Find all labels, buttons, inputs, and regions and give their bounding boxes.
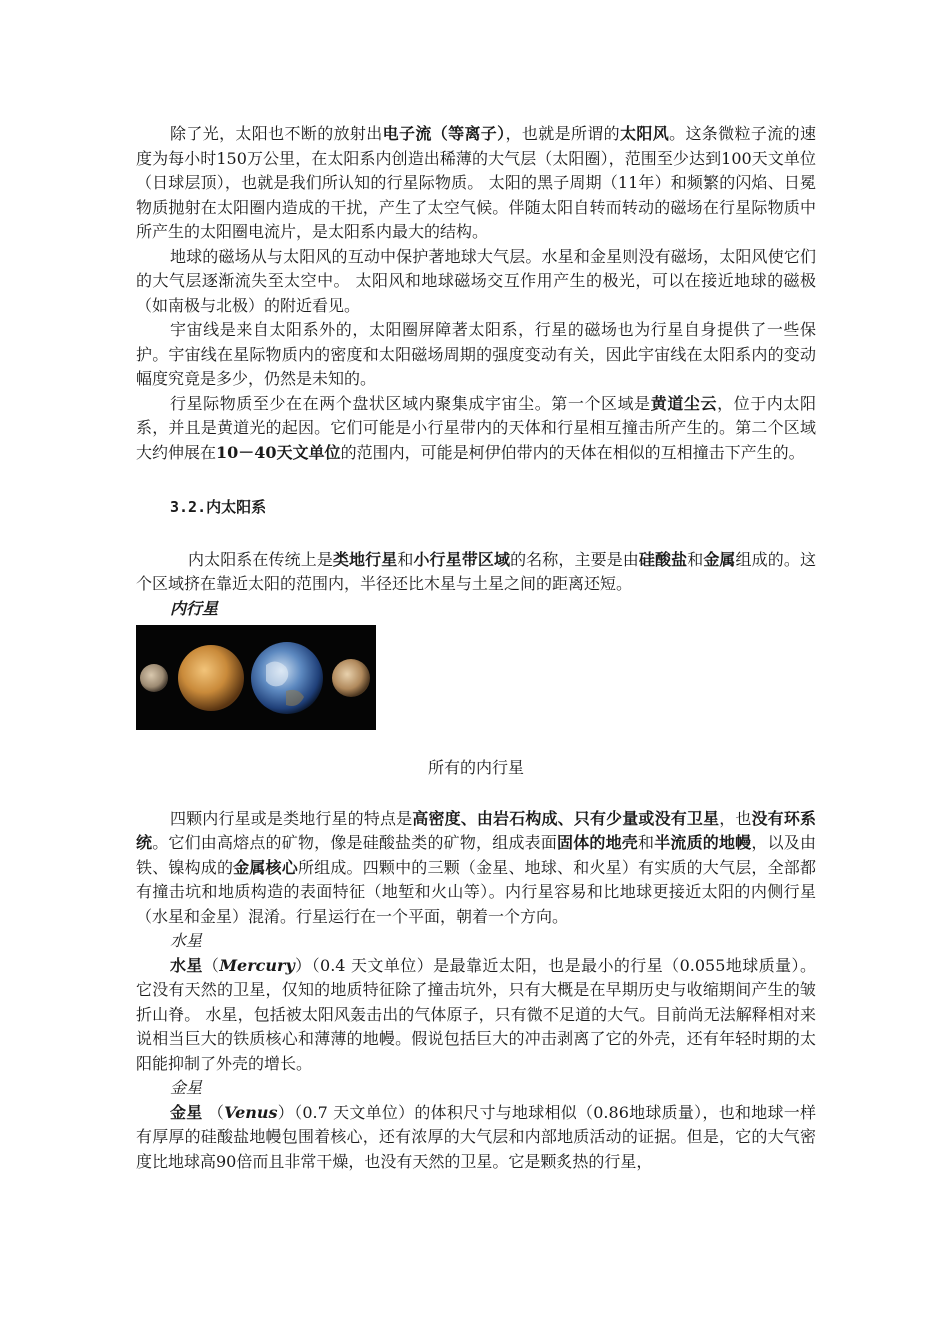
paragraph-magnetic-field: 地球的磁场从与太阳风的互动中保护著地球大气层。水星和金星则没有磁场，太阳风使它们的大气层逐渐流失至太空中。 太阳风和地球磁场交互作用产生的极光，可以在接近地球的磁极（如南极与北极）的附近看见。 [136, 246, 816, 315]
venus-image [178, 645, 244, 711]
text-run: 和 [397, 549, 414, 569]
paragraph-solar-wind [136, 122, 816, 245]
text-run: 四颗内行星或是类地行星的特点是 [170, 808, 413, 828]
bold-term-zodiacal-dust: 黄道尘云 [650, 393, 718, 413]
text-run: 的名称，主要是由 [510, 549, 639, 569]
paragraph-mercury [136, 954, 816, 1077]
text-run: 和 [638, 833, 655, 852]
paragraph-venus [136, 1101, 816, 1175]
mars-image [332, 659, 370, 697]
inner-planets-image [136, 625, 376, 730]
paragraph-interplanetary-dust [136, 392, 816, 466]
bold-term: 高密度、由岩石构成、只有少量或没有卫星 [412, 808, 720, 828]
paragraph-cosmic-rays: 宇宙线是来自太阳系外的，太阳圈屏障著太阳系，行星的磁场也为行星自身提供了一些保护。宇宙线在星际物质内的密度和太阳磁场周期的强度变动有关，因此宇宙线在太阳系内的变动幅度究竟是多少，仍然是未知的。 [136, 320, 816, 388]
planets-illustration [136, 625, 376, 730]
venus-name: 金星 [170, 1102, 203, 1122]
bold-term: 没有环系统 [136, 808, 816, 852]
bold-term: 类地行星 [332, 549, 398, 569]
text-run: 。它们由高熔点的矿物，像是硅酸盐类的矿物，组成表面 [152, 833, 558, 852]
text-run: （ [202, 1102, 225, 1122]
mercury-latin-name: Mercury [219, 955, 295, 975]
text-run: 。这条微粒子流的速度为每小时150万公里，在太阳系内创造出稀薄的大气层（太阳圈），范围至少达到100天文单位（日球层顶），也就是我们所认知的行星际物质。 太阳的黑子周期（11年）和频繁的闪焰、日冕物质抛射在太阳圈内造成的干扰，产生了太空气候。伴随太阳自转而转动的磁场在行星际物质中所产生的太阳圈电流片，是太阳系内最大的结构。 [136, 124, 816, 241]
text-run: 组成的。这个区域挤在靠近太阳的范围内，半径还比木星与土星之间的距离还短。 [136, 549, 816, 593]
text-run: ，也就是所谓的 [505, 124, 621, 143]
bold-term-au-range: 10－40天文单位 [216, 442, 341, 462]
venus-latin-name: Venus [224, 1102, 278, 1122]
mercury-name: 水星 [170, 955, 203, 975]
text-run: 内太阳系在传统上是 [188, 549, 333, 569]
text-run: 行星际物质至少在在两个盘状区域内聚集成宇宙尘。第一个区域是 [170, 393, 651, 413]
venus-label: 金星 [170, 1078, 203, 1097]
text-run: 和 [687, 549, 704, 569]
text-run: 除了光，太阳也不断的放射出 [170, 124, 383, 143]
bold-term: 固体的地壳 [557, 833, 638, 852]
text-run: ，以及由铁、镍构成的 [136, 833, 816, 877]
section-heading: 3.2.内太阳系 [170, 498, 267, 516]
bold-term: 硅酸盐 [638, 549, 688, 569]
mercury-image [140, 664, 168, 692]
text-run: （ [202, 955, 220, 975]
bold-term: 金属 [703, 549, 736, 569]
bold-term: 金属核心 [233, 857, 298, 877]
paragraph-inner-solar-system [136, 548, 816, 597]
text-run: ）（0.7 天文单位）的体积尺寸与地球相似（0.86地球质量），也和地球一样有厚厚的硅酸盐地幔包围着核心，还有浓厚的大气层和内部地质活动的证据。但是，它的大气密度比地球高90倍而且非常干燥，也没有天然的卫星。它是颗炙热的行星， [136, 1102, 816, 1171]
text-run: ）（0.4 天文单位）是最靠近太阳，也是最小的行星（0.055地球质量）。它没有天然的卫星，仅知的地质特征除了撞击坑外，只有大概是在早期历史与收缩期间产生的皱折山脊。 水星，包括被太阳风轰击出的气体原子，只有微不足道的大气。目前尚无法解释相对来说相当巨大的铁质核心和薄薄的地幔。假说包括巨大的冲击剥离了它的外壳，还有年轻时期的太阳能抑制了外壳的增长。 [136, 955, 816, 1073]
bold-term: 小行星带区域 [413, 549, 511, 569]
mercury-label: 水星 [170, 931, 203, 950]
inner-planets-label: 内行星 [170, 598, 219, 618]
bold-term-electron-stream: 电子流（等离子） [382, 124, 506, 143]
figure-caption: 所有的内行星 [427, 758, 524, 777]
text-run: ，位于内太阳系，并且是黄道光的起因。它们可能是小行星带内的天体和行星相互撞击所产生的。第二个区域大约伸展在 [136, 393, 816, 462]
paragraph-terrestrial-planets [136, 807, 816, 930]
text-run: 的范围内，可能是柯伊伯带内的天体在相似的互相撞击下产生的。 [340, 442, 805, 462]
document-page [136, 122, 816, 1174]
text-run: 所组成。四颗中的三颗（金星、地球、和火星）有实质的大气层，全部都有撞击坑和地质构造的表面特征（地堑和火山等）。内行星容易和比地球更接近太阳的内侧行星（水星和金星）混淆。行星运行在一个平面，朝着一个方向。 [136, 857, 816, 926]
bold-term: 半流质的地幔 [654, 833, 752, 852]
bold-term-solar-wind: 太阳风 [620, 124, 670, 143]
text-run: ，也 [719, 808, 752, 828]
